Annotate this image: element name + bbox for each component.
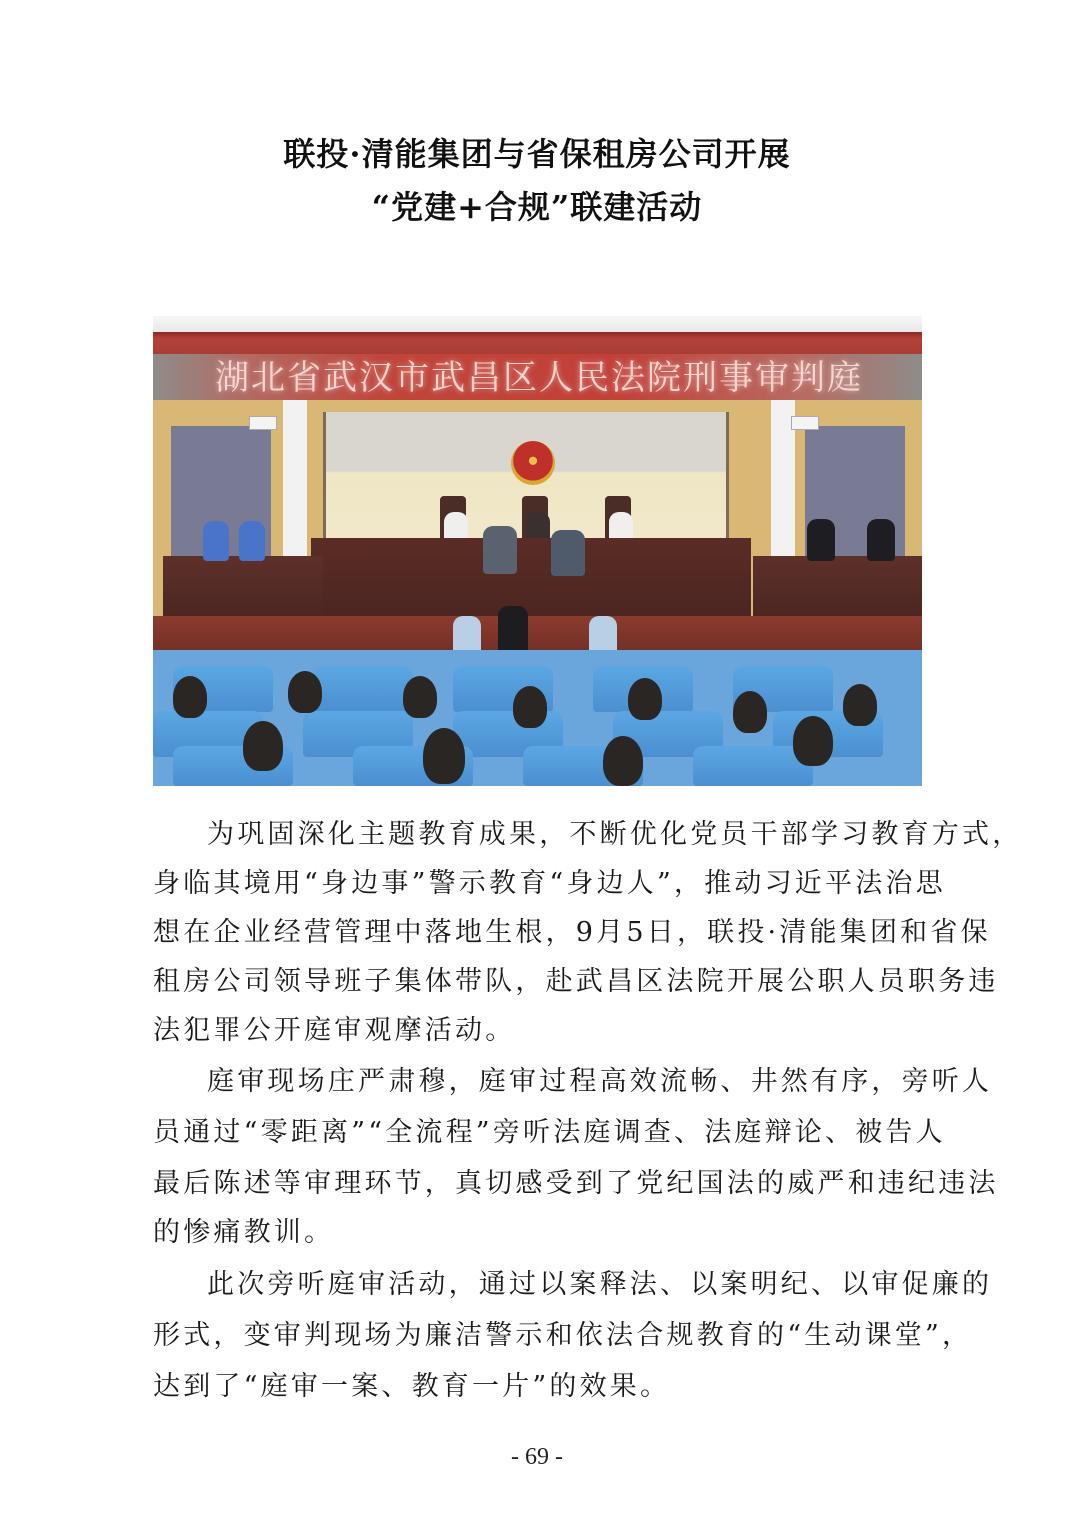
paragraph-3-line-3: 达到了“庭审一案、教育一片”的效果。 <box>153 1371 671 1402</box>
photo-head <box>173 676 207 718</box>
paragraph-2-line-4: 的惨痛教训。 <box>153 1217 335 1248</box>
photo-person <box>239 521 265 561</box>
photo-banner <box>153 332 922 400</box>
page-number: - 69 - <box>511 1444 563 1470</box>
paragraph-1-line-5: 法犯罪公开庭审观摩活动。 <box>153 1015 516 1046</box>
photo-head <box>243 721 283 771</box>
photo-seat <box>313 666 413 712</box>
photo-head <box>403 676 437 718</box>
photo-head <box>733 691 767 733</box>
paragraph-2-line-2: 员通过“零距离”“全流程”旁听法庭调查、法庭辩论、被告人 <box>153 1117 946 1148</box>
paragraph-3-line-2: 形式，变审判现场为廉洁警示和依法合规教育的“生动课堂”， <box>153 1320 973 1351</box>
photo-banner-text: 湖北省武汉市武昌区人民法院刑事审判庭 <box>215 358 863 398</box>
photo-head <box>423 728 465 784</box>
photo-judges-bench <box>311 538 751 628</box>
paragraph-2-line-1: 庭审现场庄严肃穆，庭审过程高效流畅、井然有序，旁听人 <box>207 1066 993 1097</box>
photo-head <box>288 671 322 713</box>
paragraph-1-line-2: 身临其境用“身边事”警示教育“身边人”，推动习近平法治思 <box>153 868 946 899</box>
photo-person <box>867 519 895 561</box>
paragraph-1-line-4: 租房公司领导班子集体带队，赴武昌区法院开展公职人员职务违 <box>153 966 999 997</box>
photo-head <box>628 678 662 720</box>
photo-person <box>807 519 835 561</box>
projector-icon <box>791 416 819 430</box>
courtroom-photo <box>153 316 922 786</box>
projector-icon <box>249 416 277 430</box>
document-title-line-1: 联投·清能集团与省保租房公司开展 <box>283 135 791 173</box>
paragraph-1-line-1: 为巩固深化主题教育成果，不断优化党员干部学习教育方式， <box>207 819 1023 850</box>
photo-head <box>513 686 547 728</box>
paragraph-3-line-1: 此次旁听庭审活动，通过以案释法、以案明纪、以审促廉的 <box>207 1269 993 1300</box>
photo-head <box>843 684 877 726</box>
photo-person <box>483 526 517 574</box>
photo-person <box>551 530 585 576</box>
photo-head <box>603 736 643 786</box>
photo-head <box>793 716 833 766</box>
photo-person <box>498 606 528 654</box>
paragraph-1-line-3: 想在企业经营管理中落地生根，9月5日，联投·清能集团和省保 <box>153 917 991 948</box>
national-emblem-icon <box>511 441 555 485</box>
photo-person <box>203 521 229 561</box>
document-title-line-2: “党建+合规”联建活动 <box>371 188 703 226</box>
paragraph-2-line-3: 最后陈述等审理环节，真切感受到了党纪国法的威严和违纪违法 <box>153 1168 999 1199</box>
